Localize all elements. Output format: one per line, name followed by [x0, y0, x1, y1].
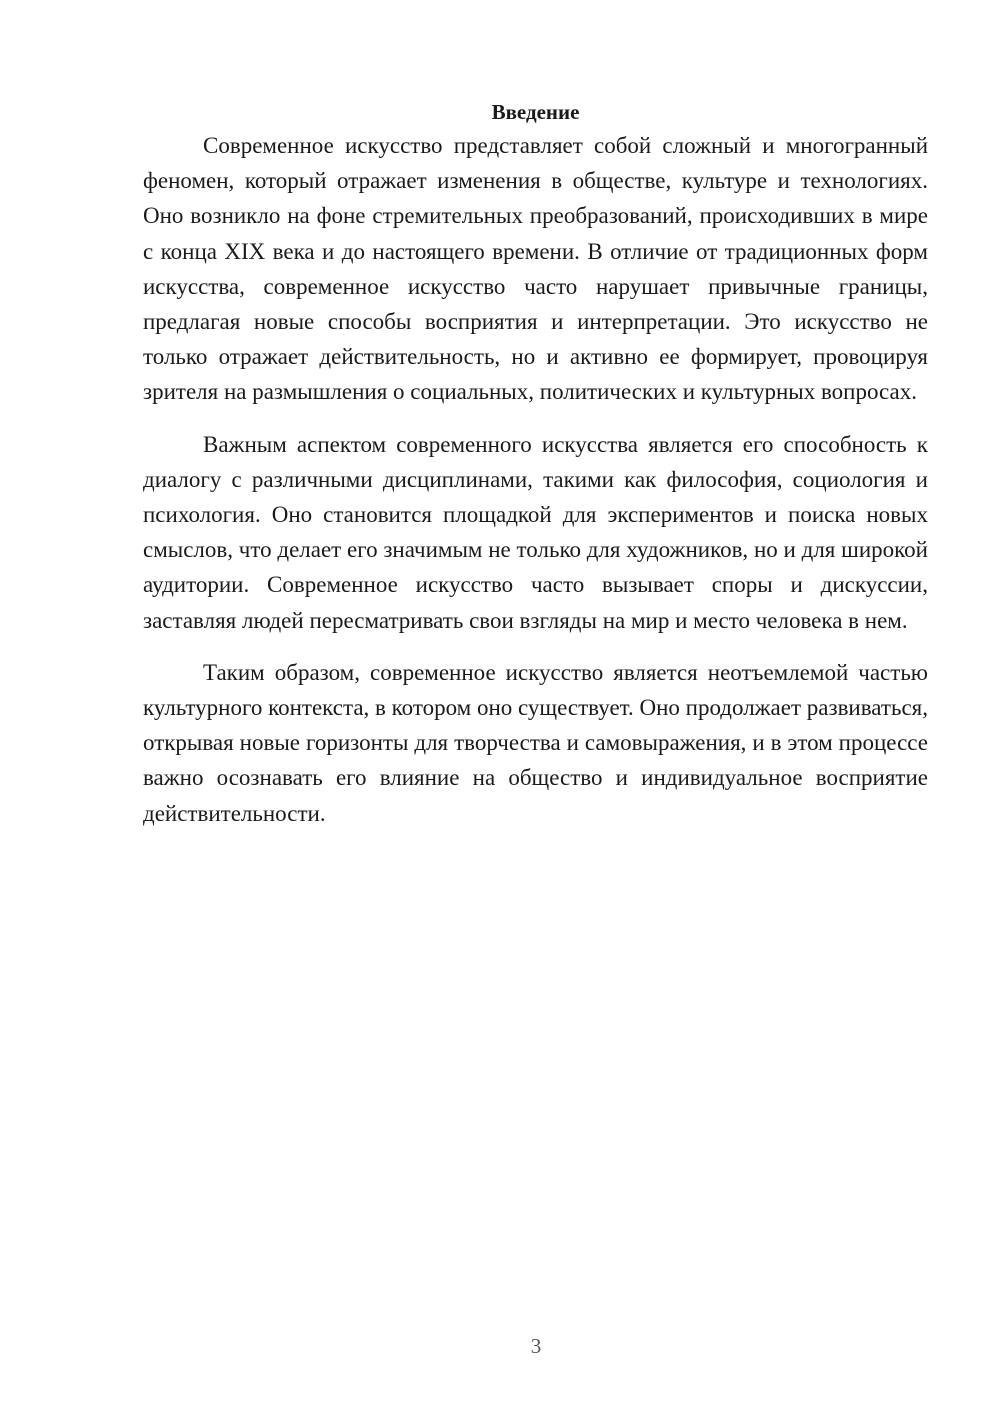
paragraph-2: Важным аспектом современного искусства является его способность к диалогу с различными дисциплинами, такими как философия, социология и психология. Оно становится площадкой для экспериментов и поиска новых смыслов, что делает его значимым не только для художников, но и для широкой аудитории. Современное искусство часто вызывает споры и дискуссии, заставляя людей пересматривать свои взгляды на мир и место человека в нем.	[143, 431, 928, 633]
document-body	[143, 96, 928, 831]
section-heading: Введение	[491, 100, 580, 124]
paragraph-3: Таким образом, современное искусство является неотъемлемой частью культурного контекста, в котором оно существует. Оно продолжает развиваться, открывая новые горизонты для творчества и самовыражения, и в этом процессе важно осознавать его влияние на общество и индивидуальное восприятие действительности.	[143, 659, 928, 826]
page-number: 3	[530, 1334, 542, 1358]
paragraph-1: Современное искусство представляет собой сложный и многогранный феномен, который отражает изменения в обществе, культуре и технологиях. Оно возникло на фоне стремительных преобразований, происходивших в мире с конца XIX века и до настоящего времени. В отличие от традиционных форм искусства, современное искусство часто нарушает привычные границы, предлагая новые способы восприятия и интерпретации. Это искусство не только отражает действительность, но и активно ее формирует, провоцируя зрителя на размышления о социальных, политических и культурных вопросах.	[143, 133, 928, 405]
